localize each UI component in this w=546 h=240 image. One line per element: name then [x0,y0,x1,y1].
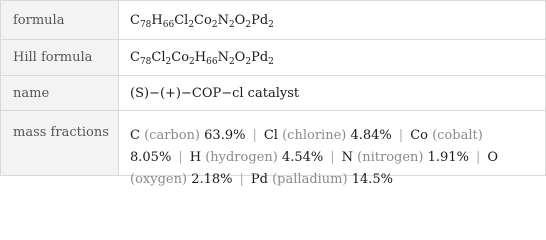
row-label-name: name [1,76,119,110]
row-label-hill-formula: Hill formula [1,40,119,75]
formula-part: $Pd_2$ [251,50,274,67]
mass-fractions-value [119,111,545,187]
formula-value [119,1,545,39]
row-formula [1,1,545,39]
separator: | [398,128,404,143]
separator: | [475,150,481,165]
formula-part: $Cl_2$ [174,12,195,30]
formula-part: $Co_2$ [171,50,195,67]
mass-fraction-item-cont: (oxygen) 2.18% [130,172,233,187]
separator: | [252,128,257,143]
formula-part: $H_{66}$ [194,50,218,67]
row-label-formula: formula [1,1,119,39]
mass-fraction-item: Cl (chlorine) 4.84% [263,128,392,143]
mass-fraction-item: N (nitrogen) 1.91% [341,150,469,165]
formula-part: $C_{78}$ [130,50,152,67]
formula-part: $Cl_2$ [151,50,172,67]
mass-fraction-item: C (carbon) 63.9% [130,128,246,143]
formula-part: $H_{66}$ [151,12,175,30]
separator: | [239,172,244,187]
mass-fractions-line-2 [130,147,537,169]
formula-part: $C_{78}$ [130,12,152,30]
formula-part: $Co_2$ [194,12,218,30]
compound-name-value: (S)−(+)−COP−cl catalyst [130,85,300,101]
formula-part: $Pd_2$ [251,12,274,30]
mass-fractions-line-1 [130,125,537,147]
row-label-mass-fractions: mass fractions [1,111,119,175]
row-name [1,75,545,110]
mass-fraction-item: O [487,150,499,165]
mass-fractions-line-3 [130,169,537,191]
formula-part: $O_2$ [234,50,252,67]
row-mass-fractions [1,110,545,187]
formula-part: $N_2$ [217,12,235,30]
mass-fraction-item-cont: 8.05% [130,150,172,165]
mass-fraction-item: H (hydrogen) 4.54% [189,150,324,165]
separator: | [178,150,183,165]
mass-fraction-item: Pd (palladium) 14.5% [250,172,394,187]
separator: | [330,150,335,165]
mass-fraction-item: Co (cobalt) [410,128,483,143]
formula-part: $N_2$ [217,50,235,67]
hill-formula-value [119,40,545,75]
formula-part: $O_2$ [234,12,252,30]
row-hill-formula [1,39,545,75]
